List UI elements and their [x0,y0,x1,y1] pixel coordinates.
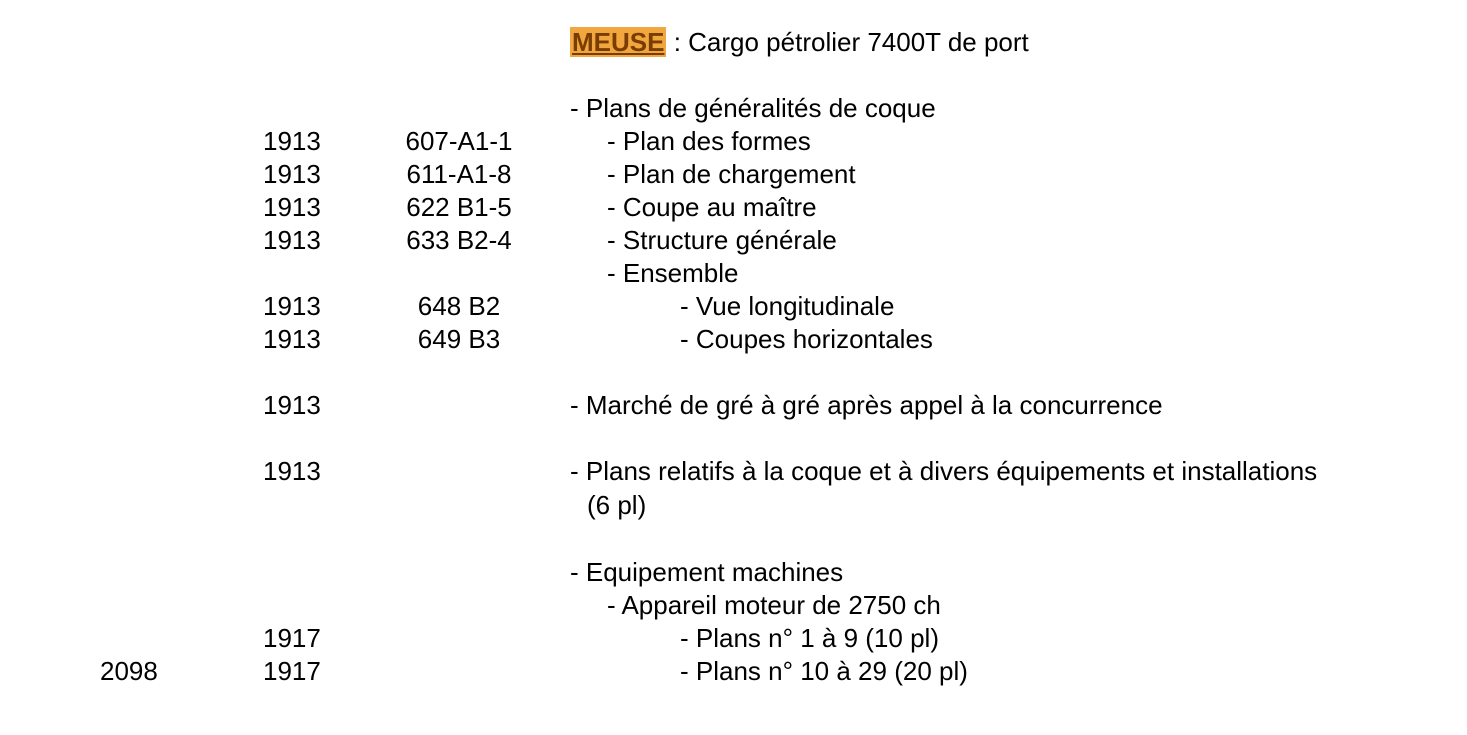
item-year: 1913 [263,456,321,486]
section-heading-continuation: (6 pl) [587,490,647,520]
item-year: 1913 [263,291,321,321]
item-year: 1913 [263,225,321,255]
item-label: - Plans n° 1 à 9 (10 pl) [680,623,939,653]
section-heading-hull-plans: - Plans relatifs à la coque et à divers équipements et installations [570,456,1318,486]
item-year: 1913 [263,159,321,189]
item-label: - Coupe au maître [607,192,817,222]
box-number: 2098 [100,656,158,686]
item-label: - Ensemble [607,258,739,288]
vessel-name: MEUSE [572,27,665,57]
item-ref: 649 B3 [417,324,501,354]
item-year: 1917 [263,656,321,686]
item-ref: 611-A1-8 [406,159,512,189]
item-ref: 607-A1-1 [405,126,513,156]
title-separator: : [666,27,681,57]
section-heading-hull-general: - Plans de généralités de coque [570,93,936,123]
item-label: - Plan de chargement [607,159,856,189]
item-year: 1913 [263,126,321,156]
item-label: - Coupes horizontales [680,324,933,354]
item-year: 1913 [263,324,321,354]
section-heading-machinery: - Equipement machines [570,557,844,587]
item-label: - Plans n° 10 à 29 (20 pl) [680,656,968,686]
document-title [570,26,1029,59]
item-ref: 633 B2-4 [406,225,512,255]
item-ref: 622 B1-5 [406,192,512,222]
vessel-description: Cargo pétrolier 7400T de port [680,27,1029,57]
item-year: 1913 [263,192,321,222]
section-heading-contract: - Marché de gré à gré après appel à la concurrence [570,390,1163,420]
item-label: - Plan des formes [607,126,811,156]
subsection-heading-engine: - Appareil moteur de 2750 ch [607,590,941,620]
item-year: 1913 [263,390,321,420]
item-label: - Vue longitudinale [680,291,895,321]
item-year: 1917 [263,623,321,653]
item-label: - Structure générale [607,225,837,255]
item-ref: 648 B2 [417,291,501,321]
